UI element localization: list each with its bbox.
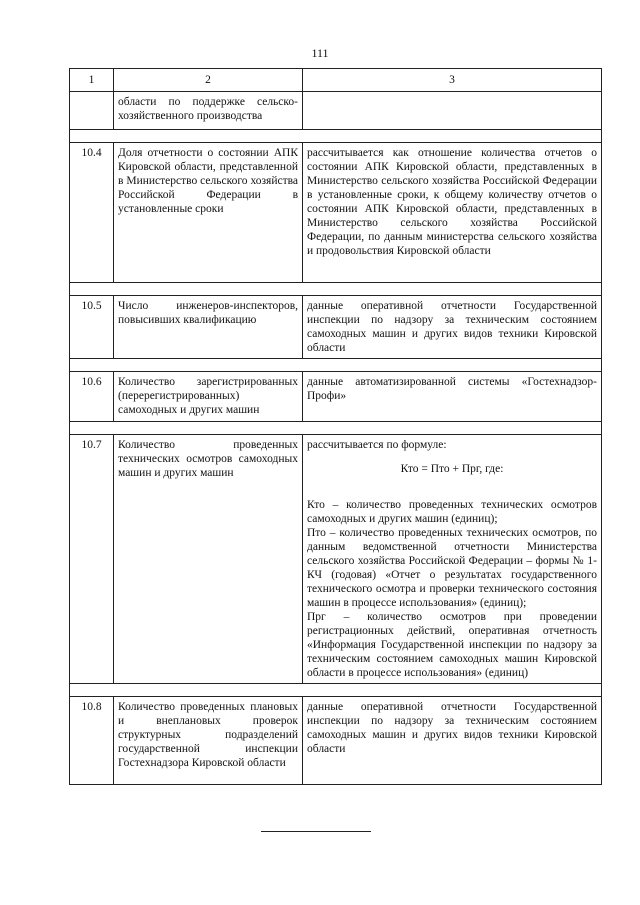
table-row-10-5	[70, 296, 602, 359]
table-row-continuation	[70, 92, 602, 130]
row-num: 10.8	[70, 697, 114, 785]
page-number: 111	[311, 46, 329, 60]
row-method: данные оперативной отчетности Государственной инспекции по надзору за техническим состоянием самоходных машин и других видов техники Кировской области	[303, 296, 602, 359]
row-name: области по поддержке сельско-хозяйственного производства	[114, 92, 303, 130]
header-col-1: 1	[70, 69, 114, 92]
row-name: Число инженеров-инспекторов, повысивших квалификацию	[114, 296, 303, 359]
row-method: рассчитывается как отношение количества отчетов о состоянии АПК Кировской области, представленных в Министерство сельского хозяйства Российской Федерации в установленные сроки, к общему количеству отчетов о состоянии АПК Кировской области, представленных в Министерство сельского хозяйства Российской Федерации, по данным министерства сельского хозяйства и продовольствия Кировской области	[303, 143, 602, 283]
definition-kto: Кто – количество проведенных технических осмотров самоходных и других машин (единиц);	[307, 499, 597, 525]
row-num: 10.4	[70, 143, 114, 283]
definition-prg: Прг – количество осмотров при проведении регистрационных действий, оперативная отчетность «Информация Государственной инспекции по надзору за техническим состоянием самоходных машин Кировской области в процессе использования» (единиц)	[307, 611, 597, 679]
table-row-10-6	[70, 372, 602, 422]
definition-pto: Пто – количество проведенных технических осмотров, по данным ведомственной отчетности Министерства сельского хозяйства Российской Федерации – формы № 1-КЧ (годовая) «Отчет о результатах государственного технического осмотра и проверки технического состояния машин в процессе использования» (единиц);	[307, 527, 597, 609]
method-intro: рассчитывается по формуле:	[307, 439, 447, 451]
formula: Кто = Пто + Прг, где:	[400, 463, 504, 475]
row-name: Количество проведенных технических осмотров самоходных машин и других машин	[114, 435, 303, 684]
row-num: 10.7	[70, 435, 114, 684]
row-method	[303, 92, 602, 130]
row-num: 10.6	[70, 372, 114, 422]
table-row-10-7	[70, 435, 602, 684]
header-row	[70, 69, 602, 92]
header-col-3: 3	[303, 69, 602, 92]
row-name: Доля отчетности о состоянии АПК Кировской области, представленной в Министерство сельского хозяйства Российской Федерации в установленные сроки	[114, 143, 303, 283]
row-num: 10.5	[70, 296, 114, 359]
closing-rule	[261, 831, 371, 832]
table-row-10-4	[70, 143, 602, 283]
row-method: данные автоматизированной системы «Гостехнадзор-Профи»	[303, 372, 602, 422]
row-name: Количество проведенных плановых и внеплановых проверок структурных подразделений государственной инспекции Гостехнадзора Кировской области	[114, 697, 303, 785]
row-method: данные оперативной отчетности Государственной инспекции по надзору за техническим состоянием самоходных машин и других видов техники Кировской области	[303, 697, 602, 785]
indicator-table	[69, 68, 602, 785]
row-method	[303, 435, 602, 684]
row-name: Количество зарегистрированных (перерегистрированных) самоходных и других машин	[114, 372, 303, 422]
row-num	[70, 92, 114, 130]
header-col-2: 2	[114, 69, 303, 92]
table-row-10-8	[70, 697, 602, 785]
